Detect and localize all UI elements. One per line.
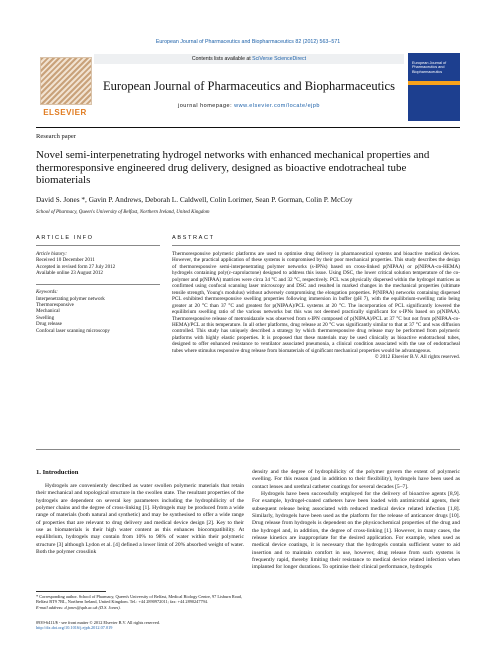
abstract-text: Thermoresponsive polymeric platforms are used to optimise drug delivery in pharmaceutical systems and bioactive medical devices. However, the practical application of these systems is compromised by their poor mechanical properties. This study describes the design of thermoresponsive semi-interpenetrating polymer networks (s-IPNs) based on cross-linked p(NIPAA) or p(NIPAA-co-HEMA) hydrogels containing poly(ε-caprolactone) designed to address this issue. Using DSC, the lower critical solution temperature of the co-polymer and p(NIPAA) matrices were circa 34 °C and 32 °C, respectively. PCL was physically dispersed within the hydrogel matrices as confirmed using confocal scanning laser microscopy and DSC and resulted in marked changes in the mechanical properties (ultimate tensile strength, Young's modulus) without adversely compromising the elongation properties. P(NIPAA) networks containing dispersed PCL exhibited thermoresponsive swelling properties following immersion in buffer (pH 7), with the equilibrium-swelling ratio being greater at 20 °C than 37 °C and greatest for p(NIPAA)/PCL systems at 20 °C. The incorporation of PCL significantly lowered the equilibrium swelling ratio of the various networks but this was not deemed practically significant for s-IPNs based on p(NIPAA). Thermoresponsive release of metronidazole was observed from s-IPN composed of p(NIPAA)/PCL at 37 °C but not from p(NIPAA-co-HEMA)/PCL at this temperature. In all other platforms, drug release at 20 °C was significantly similar to that at 37 °C and was diffusion controlled. This study has uniquely described a strategy by which thermoresponsive drug release may be performed from polymeric platforms with highly elastic properties. It is proposed that these materials may be used clinically as bioactive endotracheal tubes, designed to offer enhanced resistance to ventilator associated pneumonia, a clinical condition associated with the use of endotracheal tubes where stimulus responsive drug release from biomaterials of significant mechanical properties would be advantageous.	[172, 251, 460, 354]
elsevier-logo	[36, 53, 94, 121]
publisher-name: ELSEVIER	[43, 108, 87, 117]
history-label: Article history:	[36, 251, 67, 257]
intro-paragraph: Hydrogels have been successfully employed for the delivery of bioactive agents [8,9]. For example, hydrogel-coated catheters have been loaded with antimicrobial agents, their subsequent release being associated with reduced medical device related infection [1,8]. Similarly, hydrogels have been used as the platform for the release of anticancer drugs [10]. Drug release from hydrogels is dependent on the physicochemical properties of the drug and the hydrogel and, in addition, the degree of cross-linking [1]. However, in many cases, the release kinetics are inappropriate for the desired application. For example, when used as medical device coatings, it is necessary that the hydrogels contain sufficient water to aid insertion and to maintain comfort in use, however, drug release from such systems is frequently rapid, thereby limiting their resistance to medical device related infection when implanted for longer durations. To optimise their clinical performance, hydrogels	[252, 491, 460, 571]
header-divider	[36, 127, 460, 128]
history-online: Available online 23 August 2012	[36, 270, 103, 277]
abstract-bottom-rule	[36, 449, 460, 450]
left-column	[36, 483, 244, 556]
footnote	[36, 594, 244, 610]
keyword: Mechanical	[36, 308, 60, 315]
keyword: Interpenetrating polymer network	[36, 295, 105, 302]
sciencedirect-link[interactable]: SciVerse ScienceDirect	[252, 56, 307, 62]
author-list: David S. Jones *, Gavin P. Andrews, Deborah L. Caldwell, Colin Lorimer, Sean P. Gorman, Colin P. McCoy	[36, 195, 353, 204]
article-info	[36, 251, 146, 334]
intro-paragraph: density and the degree of hydrophilicity of the polymer govern the extent of polymeric swelling. For this reason (and in addition to their flexibility), hydrogels have been used as contact lenses and urethral catheter coatings for several decades [5–7].	[252, 469, 460, 490]
abstract	[172, 251, 460, 361]
journal-homepage: journal homepage: www.elsevier.com/locate/ejpb	[178, 103, 320, 109]
cover-band	[408, 81, 460, 85]
affiliation: School of Pharmacy, Queen's University of Belfast, Northern Ireland, United Kingdom	[36, 210, 210, 215]
journal-title: European Journal of Pharmaceutics and Biopharmaceutics	[103, 79, 395, 93]
keyword: Confocal laser scanning microscopy	[36, 327, 110, 334]
homepage-link[interactable]: www.elsevier.com/locate/ejpb	[234, 103, 320, 109]
intro-paragraph: Hydrogels are conveniently described as water swollen polymeric materials that retain their mechanical and topological structure in the swollen state. The resultant properties of the hydrogels are dependent on several key parameters including the hydrophilicity of the polymer chains and the degree of cross-linking [1]. Hydrogels may be produced from a wide range of materials (both natural and synthetic) and may be synthesised to offer a wide range of properties that are relevant to drug delivery and medical device design [2]. Key to their use as biomaterials is their high water content as this enhances biocompatibility. At equilibrium, hydrogels may contain from 10% to 98% of water within their polymeric structure [3] although Lydon et al. [4] defined a lower limit of 20% absorbed weight of water. Both the polymer crosslink	[36, 483, 244, 556]
abstract-heading: ABSTRACT	[172, 235, 215, 241]
article-info-heading: ARTICLE INFO	[36, 235, 94, 241]
keywords-rule	[36, 284, 160, 285]
issn-line: 0939-6411/$ - see front matter © 2012 Elsevier B.V. All rights reserved.	[36, 620, 161, 625]
abstract-rule	[172, 245, 460, 246]
keywords-label: Keywords:	[36, 289, 58, 296]
footnote-rule	[36, 591, 106, 592]
corresponding-author: * Corresponding author. School of Pharmacy, Queen's University of Belfast, Medical Biology Centre, 97 Lisburn Road, Belfast BT9 7BL, Northern Ireland, United Kingdom. Tel.: +44 2890972011; fax: +44 2890247794.	[36, 594, 242, 605]
keyword: Drug release	[36, 321, 62, 328]
right-column	[252, 469, 460, 572]
history-accepted: Accepted in revised form 27 July 2012	[36, 263, 116, 270]
issn-block	[36, 620, 244, 631]
section-heading-introduction: 1. Introduction	[36, 469, 79, 476]
elsevier-tree-icon	[40, 57, 92, 105]
keyword: Thermoresponsive	[36, 301, 74, 308]
journal-citation: European Journal of Pharmaceutics and Biopharmaceutics 82 (2012) 563–571	[155, 39, 341, 45]
copyright: © 2012 Elsevier B.V. All rights reserved.	[374, 354, 460, 361]
history-received: Received 10 December 2011	[36, 257, 95, 264]
cover-title: European Journal of Pharmaceutics and Biopharmaceutics	[412, 61, 447, 74]
doi-link[interactable]: http://dx.doi.org/10.1016/j.ejpb.2012.07.019	[36, 625, 113, 631]
email-line: E-mail address: d.jones@qub.ac.uk (D.S. Jones).	[36, 604, 121, 610]
contents-line: Contents lists available at SciVerse ScienceDirect	[94, 54, 404, 64]
article-title: Novel semi-interpenetrating hydrogel networks with enhanced mechanical properties and thermoresponsive engineered drug delivery, designed as bioactive endotracheal tube biomaterials	[36, 149, 430, 186]
article-type: Research paper	[36, 133, 76, 140]
journal-cover-thumbnail	[408, 53, 460, 121]
keyword: Swelling	[36, 314, 55, 321]
journal-header	[36, 53, 460, 129]
article-info-rule	[36, 245, 160, 246]
